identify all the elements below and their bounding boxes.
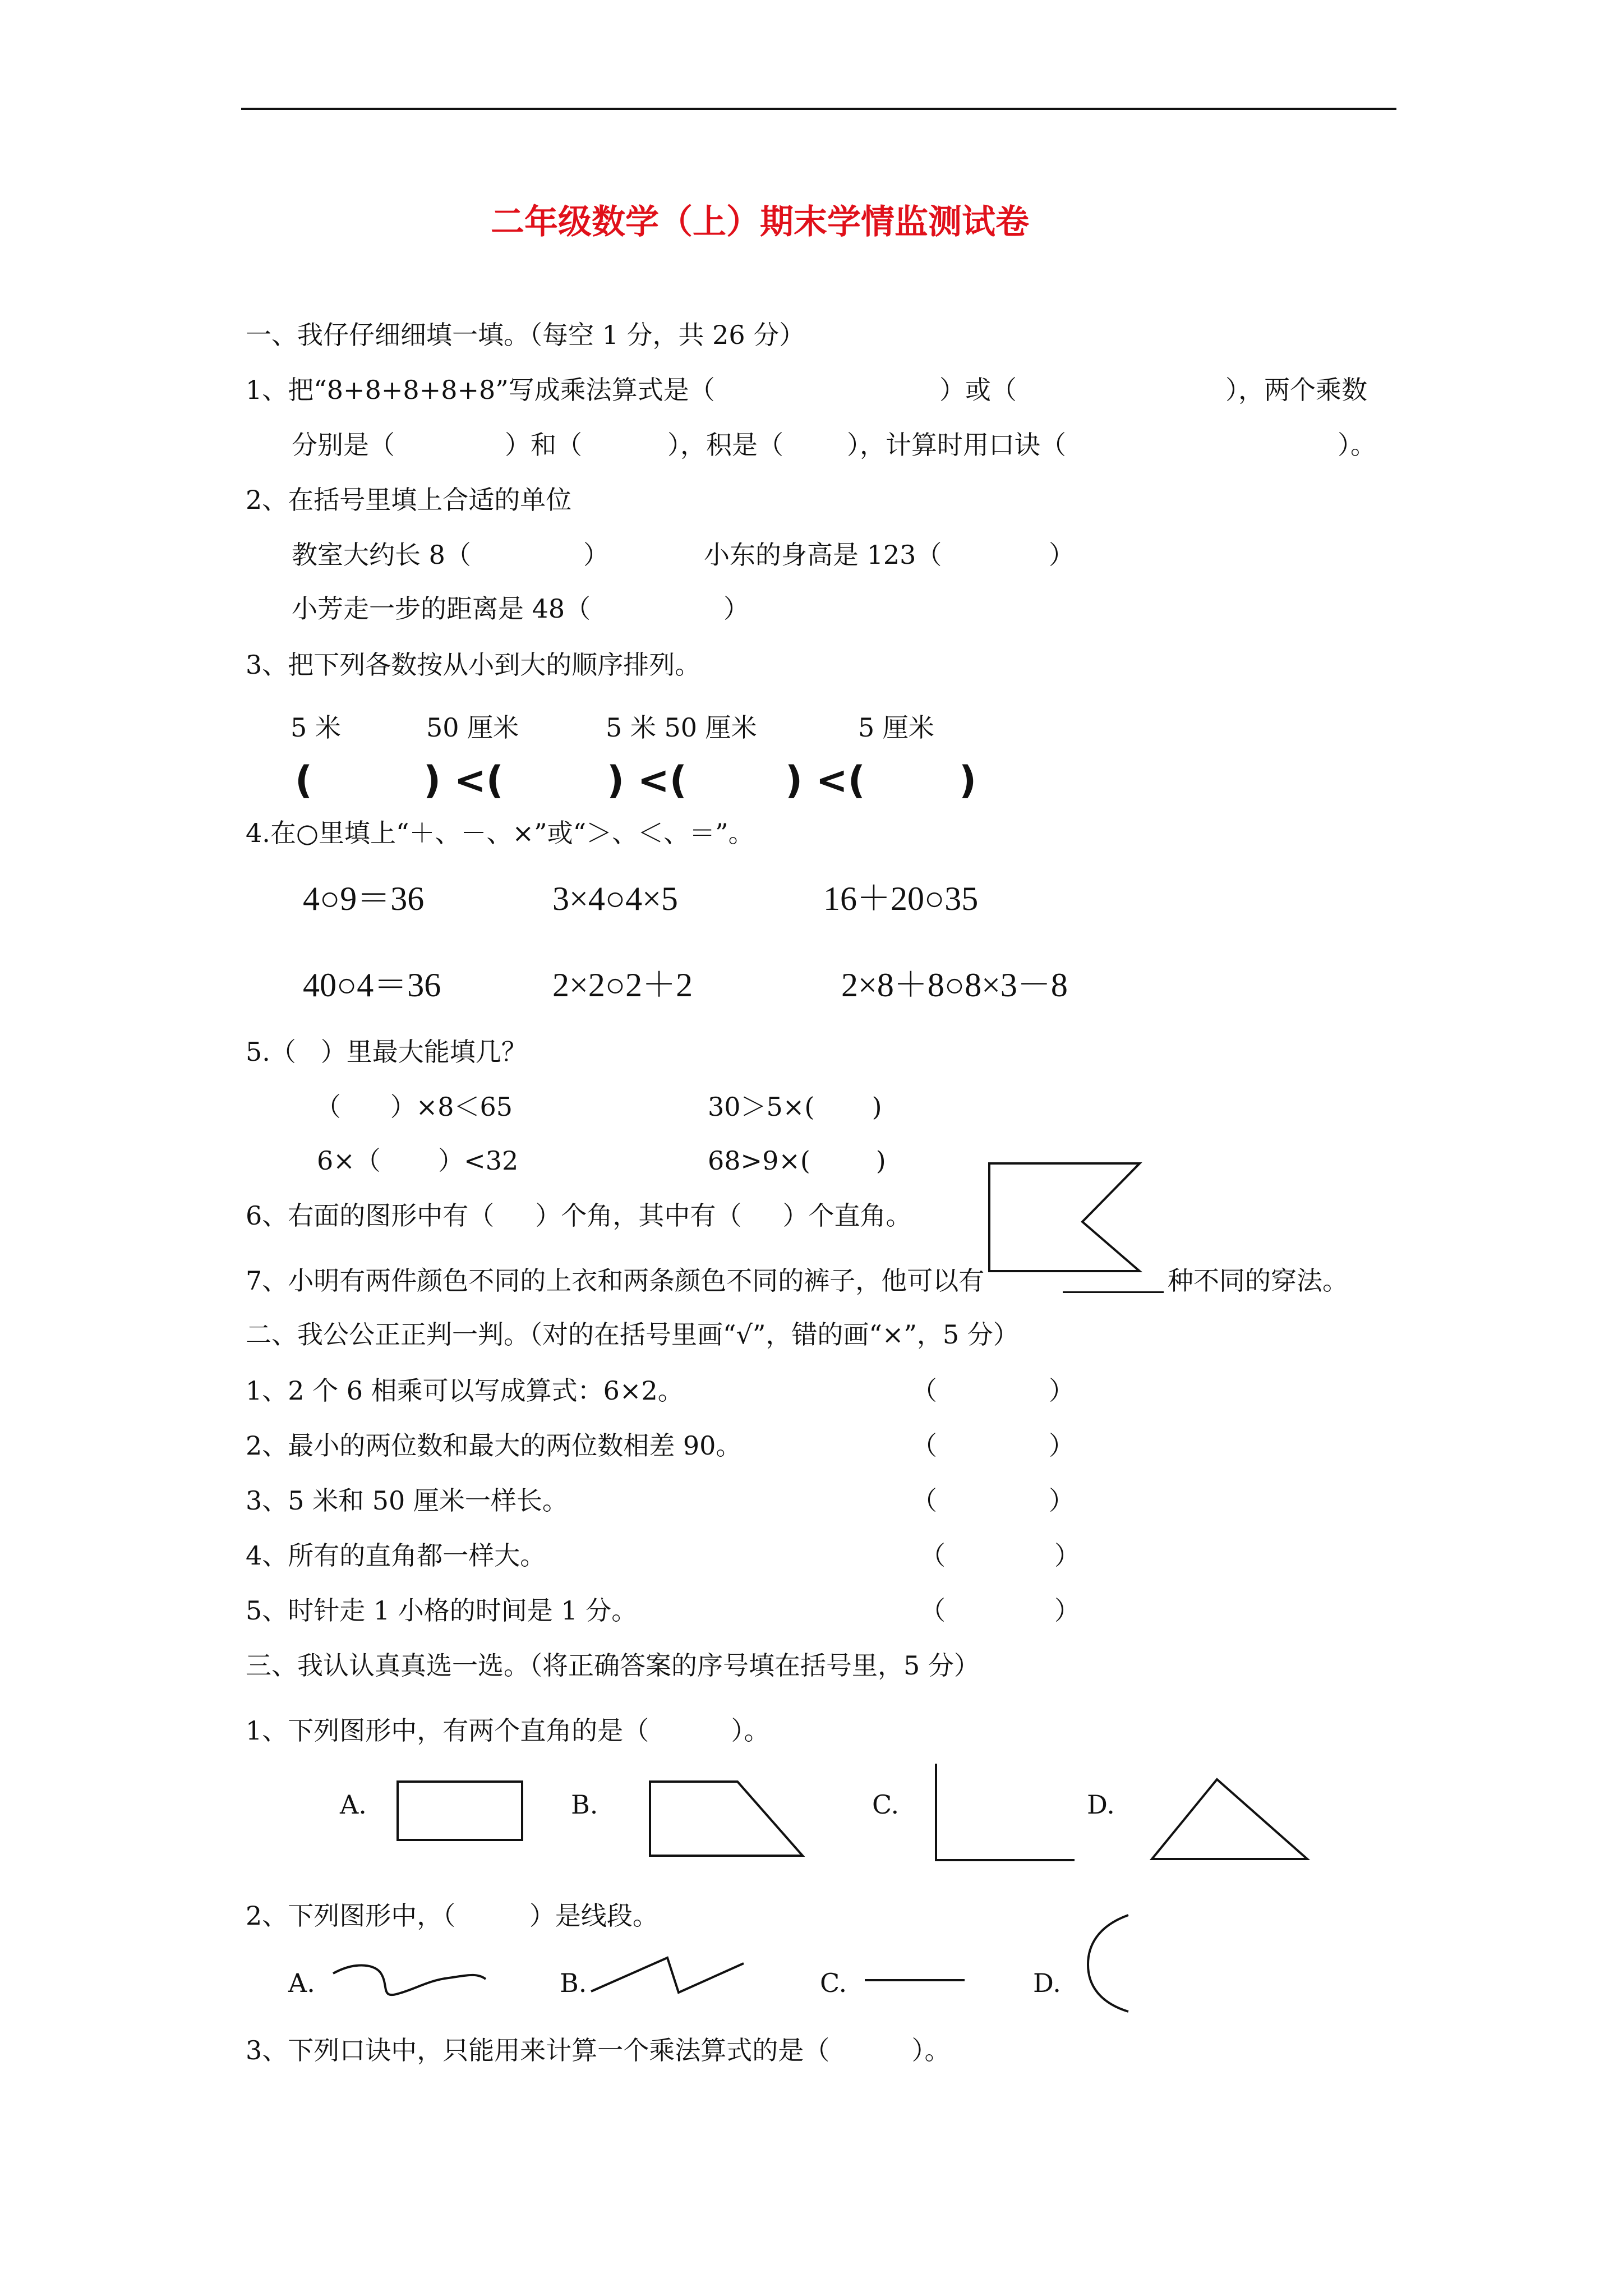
q1-1-text-b: ）或（ — [939, 375, 1017, 405]
q1-7-text-b: 种不同的穿法。 — [1168, 1266, 1348, 1296]
arc-figure — [1086, 1913, 1131, 2014]
judge-item-3: 3、5 米和 50 厘米一样长。 — [246, 1485, 568, 1516]
q1-2-c: 小芳走一步的距离是 48（ — [292, 593, 591, 624]
q1-5-a: （ ）×8＜65 — [315, 1092, 513, 1122]
q1-2-b-close: ） — [1049, 540, 1075, 570]
q1-2-c-close: ） — [723, 593, 749, 624]
q1-4-r2-b: 2×2○2＋2 — [552, 967, 693, 1004]
q1-6-text: 6、右面的图形中有（ ）个角，其中有（ ）个直角。 — [246, 1200, 912, 1231]
choice-q1-option-c: C. — [872, 1789, 900, 1820]
q1-7-answer-blank[interactable] — [1063, 1291, 1164, 1293]
judge-paren-close-2: ） — [1049, 1430, 1075, 1461]
q1-2-a-close: ） — [583, 540, 609, 570]
choice-q3-text: 3、下列口诀中，只能用来计算一个乘法算式的是（ ）。 — [246, 2035, 951, 2065]
q1-3-lt-3: ) <( — [785, 758, 865, 803]
q1-5-b: 30＞5×( ) — [708, 1092, 882, 1122]
rectangle-figure — [395, 1779, 524, 1842]
choice-q1-option-a: A. — [340, 1789, 367, 1820]
judge-paren-close-4: ） — [1054, 1540, 1080, 1571]
flag-shape-figure — [987, 1161, 1144, 1273]
q1-1-text-a: 1、把“8+8+8+8+8”写成乘法算式是（ — [246, 375, 715, 405]
q1-4-r1-a: 4○9＝36 — [303, 880, 425, 917]
q1-3-item-4: 5 厘米 — [858, 712, 934, 743]
q1-4-r2-a: 40○4＝36 — [303, 967, 441, 1004]
q1-3-title: 3、把下列各数按从小到大的顺序排列。 — [246, 650, 701, 680]
section-2-heading: 二、我公公正正判一判。（对的在括号里画“√”，错的画“×”，5 分） — [246, 1319, 1019, 1350]
judge-paren-close-3: ） — [1049, 1485, 1075, 1516]
judge-item-5: 5、时针走 1 小格的时间是 1 分。 — [246, 1595, 638, 1626]
q1-3-item-1: 5 米 — [291, 712, 341, 743]
q1-4-r1-c: 16＋20○35 — [823, 880, 979, 917]
judge-paren-open-5: （ — [920, 1595, 946, 1626]
trapezoid-figure — [648, 1779, 805, 1858]
judge-paren-open-3: （ — [911, 1485, 937, 1516]
q1-1-text-g: ），计算时用口诀（ — [847, 430, 1066, 460]
choice-q2-option-b: B. — [560, 1968, 587, 1998]
right-angle-lines-figure — [934, 1761, 1077, 1862]
top-rule — [241, 108, 1396, 110]
q1-3-lt-2: ) <( — [607, 758, 687, 803]
choice-q2-option-d: D. — [1033, 1968, 1061, 1998]
q1-2-a: 教室大约长 8（ — [292, 540, 471, 570]
triangle-figure — [1150, 1777, 1310, 1861]
judge-paren-open-1: （ — [911, 1375, 937, 1406]
q1-2-b: 小东的身高是 123（ — [704, 540, 942, 570]
judge-paren-close-5: ） — [1054, 1595, 1080, 1626]
judge-item-1: 1、2 个 6 相乘可以写成算式：6×2。 — [246, 1375, 684, 1406]
line-segment-figure — [864, 1977, 966, 1984]
choice-q1-option-b: B. — [571, 1789, 598, 1820]
zigzag-line-figure — [589, 1955, 746, 2000]
q1-1-text-h: ）。 — [1338, 430, 1376, 460]
judge-paren-open-2: （ — [911, 1430, 937, 1461]
choice-q2-text: 2、下列图形中，（ ）是线段。 — [246, 1901, 658, 1931]
q1-3-paren-close: ) — [959, 758, 977, 803]
q1-1-text-d: 分别是（ — [292, 430, 395, 460]
wavy-line-figure — [331, 1958, 488, 2003]
q1-5-title: 5.（ ）里最大能填几？ — [246, 1037, 527, 1067]
q1-4-title: 4.在○里填上“＋、－、×”或“＞、＜、＝”。 — [246, 818, 754, 848]
q1-7-text-a: 7、小明有两件颜色不同的上衣和两条颜色不同的裤子，他可以有 — [246, 1266, 985, 1296]
judge-paren-open-4: （ — [920, 1540, 946, 1571]
q1-4-r2-c: 2×8＋8○8×3－8 — [841, 967, 1068, 1004]
q1-1-text-e: ）和（ — [505, 430, 582, 460]
q1-5-d: 68>9×( ) — [708, 1145, 886, 1176]
choice-q2-option-c: C. — [820, 1968, 847, 1998]
choice-q1-text: 1、下列图形中，有两个直角的是（ ）。 — [246, 1715, 770, 1746]
section-1-heading: 一、我仔仔细细填一填。（每空 1 分，共 26 分） — [246, 320, 805, 350]
q1-4-r1-b: 3×4○4×5 — [552, 880, 678, 917]
judge-paren-close-1: ） — [1049, 1375, 1075, 1406]
section-3-heading: 三、我认认真真选一选。（将正确答案的序号填在括号里，5 分） — [246, 1650, 980, 1681]
q1-1-text-c: ），两个乘数 — [1225, 375, 1367, 405]
judge-item-4: 4、所有的直角都一样大。 — [246, 1540, 546, 1571]
q1-5-c: 6×（ ）<32 — [317, 1145, 519, 1176]
q1-3-item-3: 5 米 50 厘米 — [606, 712, 757, 743]
judge-item-2: 2、最小的两位数和最大的两位数相差 90。 — [246, 1430, 742, 1461]
q1-2-title: 2、在括号里填上合适的单位 — [246, 485, 572, 515]
q1-3-paren-open: ( — [295, 758, 313, 803]
choice-q1-option-d: D. — [1087, 1789, 1115, 1820]
page-title: 二年级数学（上）期末学情监测试卷 — [491, 203, 1029, 242]
q1-3-lt-1: ) <( — [423, 758, 504, 803]
q1-1-text-f: ），积是（ — [667, 430, 783, 460]
choice-q2-option-a: A. — [288, 1968, 315, 1998]
q1-3-item-2: 50 厘米 — [426, 712, 519, 743]
